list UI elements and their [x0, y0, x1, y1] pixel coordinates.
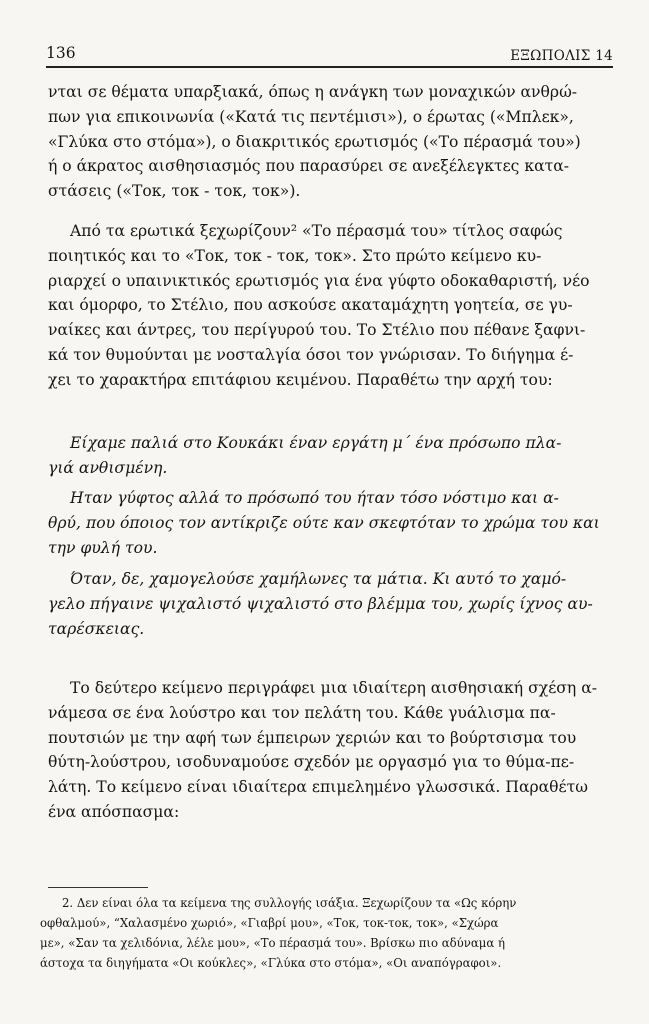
text-line: πουτσιών με την αφή των έμπειρων χεριών και το βούρτσισμα του: [48, 728, 577, 747]
text-line: ριαρχεί ο υπαινικτικός ερωτισμός για ένα γύφτο οδοκαθαριστή, νέο: [48, 271, 590, 290]
footnote-divider: [48, 887, 148, 888]
page-header: [46, 40, 613, 68]
quote-line: την φυλή του.: [48, 538, 158, 557]
text-line: στάσεις («Τοκ, τοκ - τοκ, τοκ»).: [48, 182, 301, 201]
quote-line: Όταν, δε, χαμογελούσε χαμήλωνες τα μάτια. Κι αυτό το χαμό-: [70, 570, 567, 588]
quote-line: Είχαμε παλιά στο Κουκάκι έναν εργάτη μ΄ ένα πρόσωπο πλα-: [70, 434, 562, 452]
text-line: ναίκες και άντρες, του περίγυρού του. Το Στέλιο που πέθανε ξαφνι-: [48, 321, 586, 340]
text-line: ένα απόσπασμα:: [48, 802, 180, 821]
quote-line: γελο πήγαινε ψιχαλιστό ψιχαλιστό στο βλέμμα του, χωρίς ίχνος αυ-: [48, 594, 593, 613]
text-line: λάτη. Το κείμενο είναι ιδιαίτερα επιμελημένο γλωσσικά. Παραθέτω: [48, 778, 588, 797]
text-line: Το δεύτερο κείμενο περιγράφει μια ιδιαίτερη αισθησιακή σχέση α-: [70, 679, 598, 697]
text-line: ποιητικός και το «Τοκ, τοκ - τοκ, τοκ». Στο πρώτο κείμενο κυ-: [48, 246, 542, 265]
footnote: [40, 893, 614, 973]
text-line: «Γλύκα στο στόμα»), ο διακριτικός ερωτισμός («Το πέρασμά του»): [48, 132, 581, 151]
quote-line: θρύ, που όποιος τον αντίκριζε ούτε καν σκεφτόταν το χρώμα του και: [48, 513, 600, 532]
text-line: πων για επικοινωνία («Κατά τις πεντέμισι»), ο έρωτας («Μπλεκ»,: [48, 107, 574, 126]
text-line: Από τα ερωτικά ξεχωρίζουν² «Το πέρασμά του» τίτλος σαφώς: [70, 222, 563, 240]
footnote-line: 2. Δεν είναι όλα τα κείμενα της συλλογής ισάξια. Ξεχωρίζουν τα «Ως κόρην: [62, 896, 517, 910]
quote-line: ταρέσκειας.: [48, 619, 145, 638]
quote-paragraph-3: [48, 567, 614, 641]
running-head: ΕΞΩΠΟΛΙΣ 14: [510, 48, 613, 64]
text-line: θύτη-λούστρου, ισοδυναμούσε σχεδόν με οργασμό για το θύμα-πε-: [48, 753, 575, 772]
page-number: 136: [46, 44, 76, 62]
footnote-line: οφθαλμού», “Χαλασμένο χωριό», «Γιαβρί μου», «Τοκ, τοκ-τοκ, τοκ», «Σχώρα: [40, 916, 499, 930]
footnote-line: άστοχα τα διηγήματα «Οι κούκλες», «Γλύκα στο στόμα», «Οι αναπόγραφοι».: [40, 956, 502, 970]
text-line: χει το χαρακτήρα επιτάφιου κειμένου. Παραθέτω την αρχή του:: [48, 370, 553, 389]
text-line: νάμεσα σε ένα λούστρο και τον πελάτη του. Κάθε γυάλισμα πα-: [48, 703, 556, 722]
quote-line: Ηταν γύφτος αλλά το πρόσωπό του ήταν τόσο νόστιμο και α-: [70, 489, 559, 507]
footnote-line: με», «Σαν τα χελιδόνια, λέλε μου», «Το πέρασμά του». Βρίσκω πιο αδύναμα ή: [40, 936, 505, 950]
paragraph-1: [48, 80, 614, 204]
text-line: ή ο άκρατος αισθησιασμός που παρασύρει σε ανεξέλεγκτες κατα-: [48, 157, 570, 176]
text-line: κά τον θυμούνται με νοσταλγία όσοι τον γνώρισαν. Το διήγημα έ-: [48, 345, 574, 364]
paragraph-3: [48, 676, 614, 825]
quote-paragraph-1: [48, 431, 614, 481]
paragraph-2: [48, 219, 614, 393]
text-line: νται σε θέματα υπαρξιακά, όπως η ανάγκη των μοναχικών ανθρώ-: [48, 83, 578, 101]
quote-paragraph-2: [48, 486, 614, 560]
quote-line: γιά ανθισμένη.: [48, 458, 168, 477]
text-line: και όμορφο, το Στέλιο, που ασκούσε ακαταμάχητη γοητεία, σε γυ-: [48, 296, 573, 315]
